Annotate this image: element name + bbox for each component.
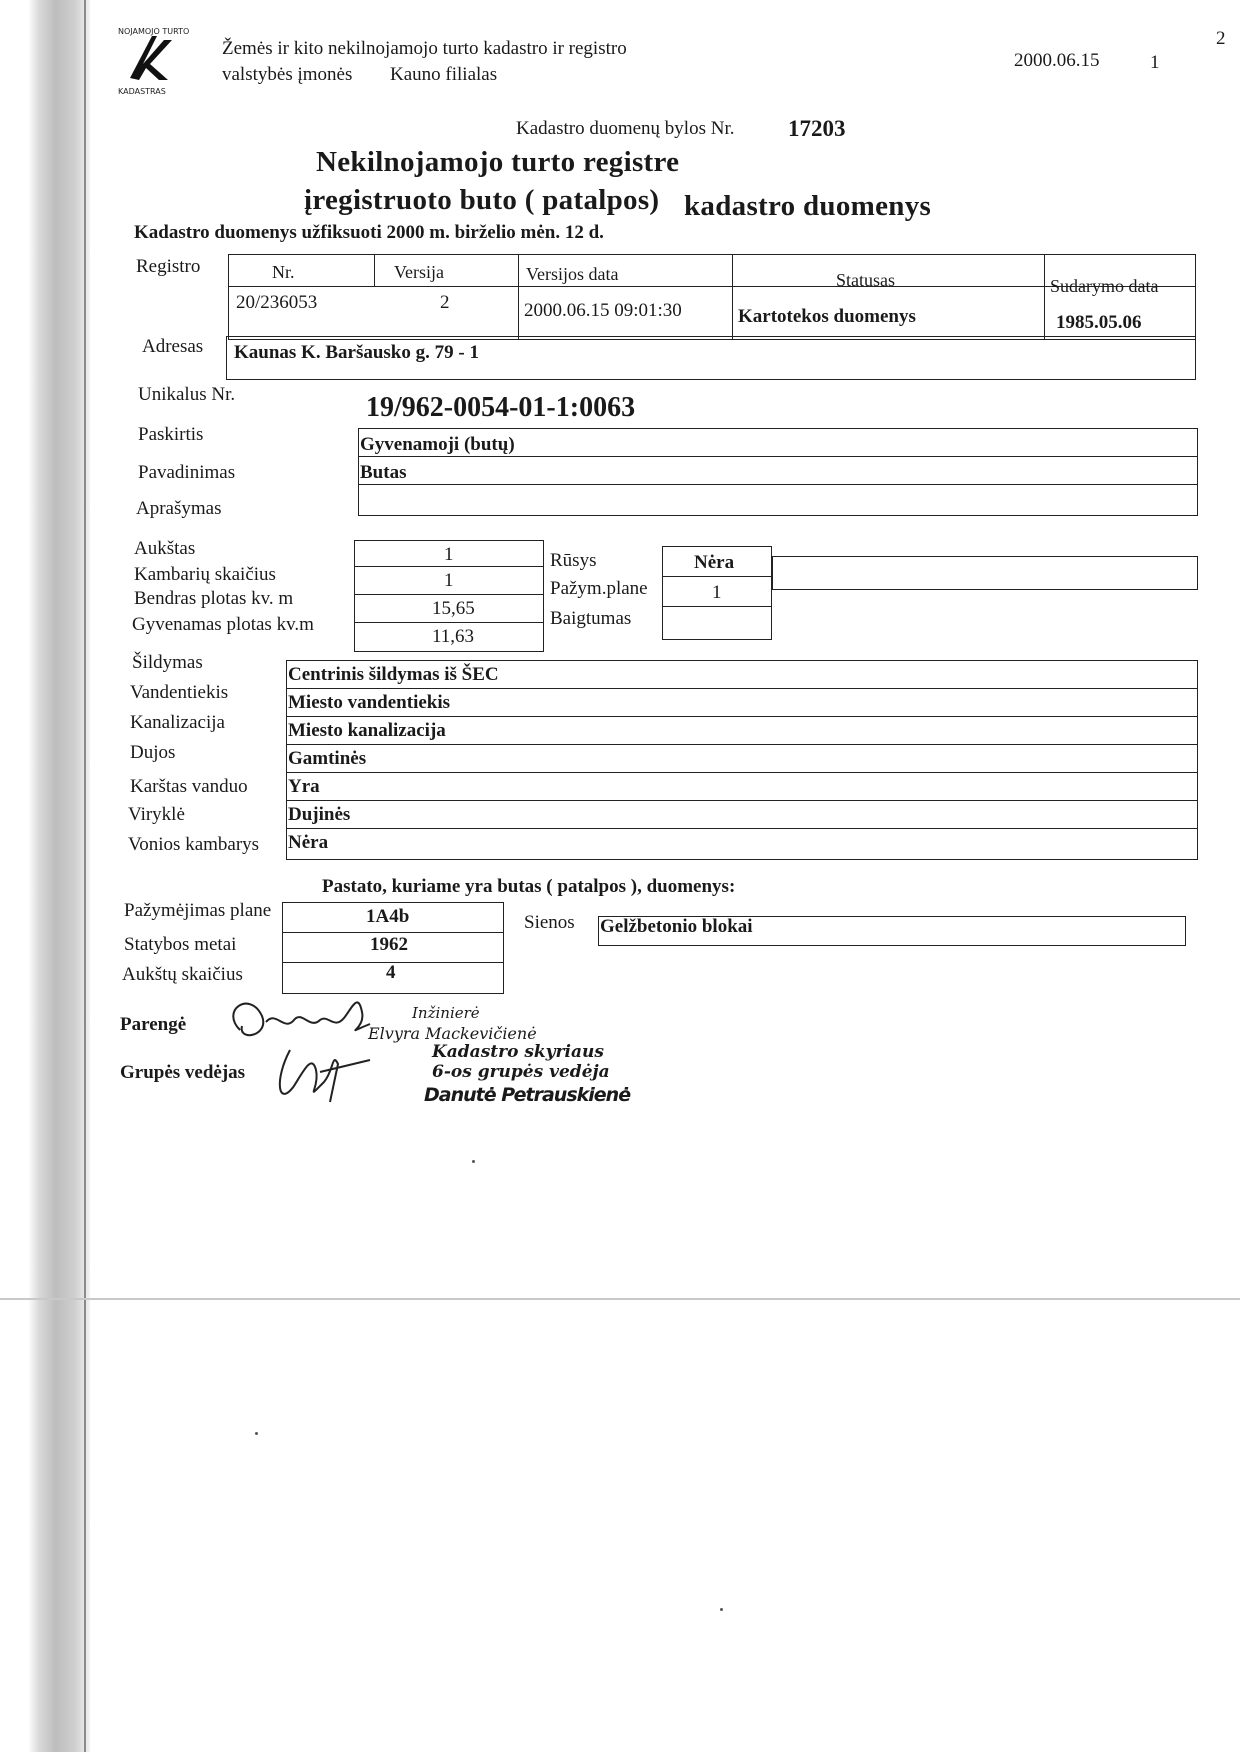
heating-value: Centrinis šildymas iš ŠEC bbox=[288, 664, 499, 685]
scan-speck bbox=[255, 1432, 258, 1435]
registry-header-status: Statusas bbox=[836, 270, 896, 290]
building-plan-label: Pažymėjimas plane bbox=[124, 900, 272, 921]
registry-value-version-date: 2000.06.15 09:01:30 bbox=[524, 300, 682, 321]
floor-value: 1 bbox=[444, 544, 454, 565]
fixed-date-line: Kadastro duomenys užfiksuoti 2000 m. birželio mėn. 12 d. bbox=[134, 222, 604, 243]
file-number: 17203 bbox=[788, 116, 846, 141]
engineer-title: Inžinierė bbox=[412, 1004, 480, 1022]
utilities-row-divider bbox=[286, 800, 1198, 801]
utilities-row-divider bbox=[286, 772, 1198, 773]
living-area-value: 11,63 bbox=[432, 626, 475, 647]
registry-header-creation-date: Sudarymo data bbox=[1050, 276, 1159, 296]
registry-header-nr: Nr. bbox=[272, 262, 295, 282]
scan-spine-edge bbox=[84, 0, 86, 1752]
construction-year-value: 1962 bbox=[370, 934, 408, 955]
walls-value: Gelžbetonio blokai bbox=[600, 916, 753, 937]
building-plan-value: 1A4b bbox=[366, 906, 410, 927]
construction-year-label: Statybos metai bbox=[124, 934, 237, 955]
kadastras-logo bbox=[112, 18, 200, 96]
metrics-row-divider bbox=[354, 566, 544, 567]
sewerage-label: Kanalizacija bbox=[130, 712, 225, 733]
registry-header-version-date: Versijos data bbox=[526, 264, 619, 284]
gas-label: Dujos bbox=[130, 742, 176, 763]
heating-label: Šildymas bbox=[132, 652, 203, 673]
purpose-label: Paskirtis bbox=[138, 424, 204, 445]
gas-value: Gamtinės bbox=[288, 748, 367, 769]
org-line1: Žemės ir kito nekilnojamojo turto kadastro ir registro bbox=[222, 38, 627, 59]
stamp-line1: Kadastro skyriaus bbox=[432, 1042, 604, 1062]
total-area-label: Bendras plotas kv. m bbox=[134, 588, 294, 609]
scan-speck bbox=[472, 1160, 475, 1163]
scan-speck bbox=[720, 1608, 723, 1611]
metrics-extra-field bbox=[772, 556, 1198, 590]
floor-label: Aukštas bbox=[134, 538, 196, 559]
utilities-row-divider bbox=[286, 828, 1198, 829]
kadastras-logo-icon bbox=[112, 18, 200, 96]
document-date: 2000.06.15 bbox=[1014, 50, 1100, 71]
floor-count-label: Aukštų skaičius bbox=[122, 964, 243, 985]
registry-value-status: Kartotekos duomenys bbox=[738, 306, 916, 327]
floor-count-value: 4 bbox=[386, 962, 396, 983]
bathroom-value: Nėra bbox=[288, 832, 329, 853]
stove-label: Viryklė bbox=[128, 804, 185, 825]
registry-label: Registro bbox=[136, 256, 201, 277]
registry-col-divider bbox=[1044, 254, 1045, 340]
address-value: Kaunas K. Baršausko g. 79 - 1 bbox=[234, 342, 479, 363]
metrics-row-divider bbox=[354, 622, 544, 623]
stamp-line3: Danutė Petrauskienė bbox=[424, 1084, 631, 1106]
cellar-label: Rūsys bbox=[550, 550, 597, 571]
building-row-divider bbox=[282, 932, 504, 933]
page-title-line2: įregistruoto buto ( patalpos) bbox=[304, 184, 660, 216]
branch-name: Kauno filialas bbox=[390, 64, 498, 85]
registry-value-version: 2 bbox=[440, 292, 450, 313]
utilities-row-divider bbox=[286, 716, 1198, 717]
cellar-value: Nėra bbox=[694, 552, 735, 573]
address-label: Adresas bbox=[142, 336, 204, 357]
utilities-row-divider bbox=[286, 744, 1198, 745]
page-title-line3: kadastro duomenys bbox=[684, 190, 932, 222]
plan-mark-value: 1 bbox=[712, 582, 722, 603]
group-head-label: Grupės vedėjas bbox=[120, 1062, 246, 1083]
cellar-row-divider bbox=[662, 576, 772, 577]
rooms-label: Kambarių skaičius bbox=[134, 564, 276, 585]
bathroom-label: Vonios kambarys bbox=[128, 834, 260, 855]
org-line2: valstybės įmonės bbox=[222, 64, 353, 85]
stamp-line2: 6-os grupės vedėja bbox=[432, 1062, 610, 1082]
rooms-value: 1 bbox=[444, 570, 454, 591]
registry-col-divider bbox=[732, 254, 733, 340]
scan-spine-shadow bbox=[28, 0, 90, 1752]
registry-col-divider bbox=[518, 254, 519, 340]
identity-row-divider bbox=[358, 456, 1198, 457]
living-area-label: Gyvenamas plotas kv.m bbox=[132, 614, 314, 635]
file-number-label: Kadastro duomenų bylos Nr. bbox=[516, 118, 735, 139]
walls-label: Sienos bbox=[524, 912, 575, 933]
page-number: 1 bbox=[1150, 52, 1160, 73]
registry-col-divider bbox=[374, 254, 375, 286]
name-value: Butas bbox=[360, 462, 407, 483]
utilities-row-divider bbox=[286, 688, 1198, 689]
name-label: Pavadinimas bbox=[138, 462, 236, 483]
engineer-name: Elvyra Mackevičienė bbox=[368, 1024, 537, 1043]
identity-row-divider bbox=[358, 484, 1198, 485]
metrics-row-divider bbox=[354, 594, 544, 595]
corner-mark: 2 bbox=[1216, 28, 1226, 49]
sewerage-value: Miesto kanalizacija bbox=[288, 720, 446, 741]
prepared-by-label: Parengė bbox=[120, 1014, 187, 1035]
building-section-heading: Pastato, kuriame yra butas ( patalpos ), duomenys: bbox=[322, 876, 736, 897]
plan-mark-label: Pažym.plane bbox=[550, 578, 648, 599]
logo-ring-bottom: KADASTRAS bbox=[118, 87, 166, 96]
logo-ring-top: NOJAMOJO TURTO bbox=[118, 27, 190, 36]
registry-header-version: Versija bbox=[394, 262, 444, 282]
scan-fold-line bbox=[0, 1298, 1240, 1300]
unique-nr-value: 19/962-0054-01-1:0063 bbox=[366, 392, 636, 423]
handwritten-signature bbox=[220, 990, 420, 1110]
hot-water-value: Yra bbox=[288, 776, 320, 797]
page-title-line1: Nekilnojamojo turto registre bbox=[316, 146, 680, 178]
hot-water-label: Karštas vanduo bbox=[130, 776, 248, 797]
unique-nr-label: Unikalus Nr. bbox=[138, 384, 236, 405]
registry-value-creation-date: 1985.05.06 bbox=[1056, 312, 1142, 333]
registry-value-nr: 20/236053 bbox=[236, 292, 318, 313]
total-area-value: 15,65 bbox=[432, 598, 475, 619]
water-supply-value: Miesto vandentiekis bbox=[288, 692, 451, 713]
description-label: Aprašymas bbox=[136, 498, 222, 519]
utilities-box bbox=[286, 660, 1198, 860]
completion-label: Baigtumas bbox=[550, 608, 632, 629]
cellar-row-divider bbox=[662, 606, 772, 607]
purpose-value: Gyvenamoji (butų) bbox=[360, 434, 515, 455]
water-supply-label: Vandentiekis bbox=[130, 682, 229, 703]
stove-value: Dujinės bbox=[288, 804, 351, 825]
